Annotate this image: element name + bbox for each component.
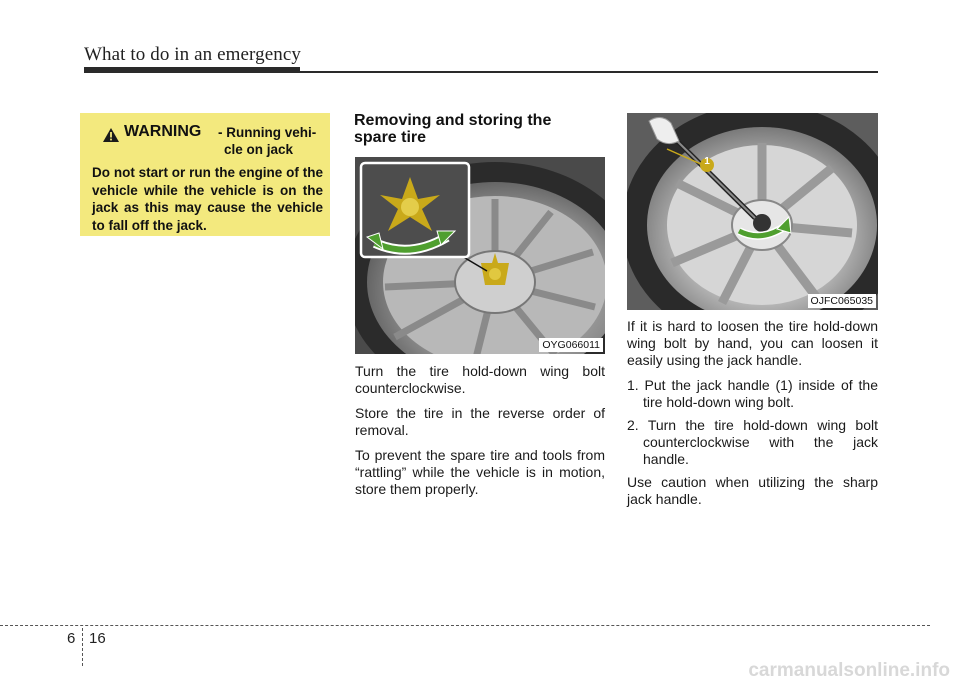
page-number: 16 <box>89 630 106 647</box>
chapter-title: What to do in an emergency <box>84 44 301 65</box>
column-2-body <box>355 363 605 498</box>
figure-code: OJFC065035 <box>808 294 876 308</box>
paragraph-loosen-intro: If it is hard to loosen the tire hold-down wing bolt by hand, you can loosen it easily using the jack handle. <box>627 318 878 368</box>
warning-subtitle-line2: cle on jack <box>224 142 294 157</box>
paragraph-turn-bolt: Turn the tire hold-down wing bolt counterclockwise. <box>355 363 605 396</box>
chapter-number: 6 <box>67 630 76 647</box>
warning-header <box>92 113 323 157</box>
callout-number: 1 <box>704 156 710 167</box>
paragraph-caution: Use caution when utilizing the sharp jack handle. <box>627 474 878 507</box>
paragraph-store-tire: Store the tire in the reverse order of removal. <box>355 405 605 438</box>
column-3-body <box>627 318 878 508</box>
figure-jack-handle <box>627 113 878 310</box>
section-title <box>354 112 605 146</box>
header-rule <box>84 71 878 73</box>
warning-triangle-icon <box>102 127 120 143</box>
section-title-line1: Removing and storing the <box>354 112 552 129</box>
footer-rule <box>0 625 930 626</box>
paragraph-prevent-rattling: To prevent the spare tire and tools from “rattling” while the vehicle is in motion, store them properly. <box>355 447 605 497</box>
warning-subtitle-line1: - Running vehi- <box>218 125 317 140</box>
warning-text: Do not start or run the engine of the vehicle while the vehicle is on the jack as this may cause the vehicle to fall off the jack. <box>92 165 323 233</box>
figure-wing-bolt <box>355 157 605 354</box>
footer-divider <box>82 628 83 666</box>
jack-handle-illustration <box>627 113 878 310</box>
watermark: carmanualsonline.info <box>748 660 950 681</box>
section-title-line2: spare tire <box>354 129 427 146</box>
step-2: 2. Turn the tire hold-down wing bolt counterclockwise with the jack handle. <box>627 417 878 467</box>
step-1: 1. Put the jack handle (1) inside of the tire hold-down wing bolt. <box>627 377 878 410</box>
wing-bolt-illustration <box>355 157 605 354</box>
warning-label: WARNING <box>124 123 202 140</box>
warning-box <box>80 113 330 236</box>
figure-code: OYG066011 <box>539 338 603 352</box>
